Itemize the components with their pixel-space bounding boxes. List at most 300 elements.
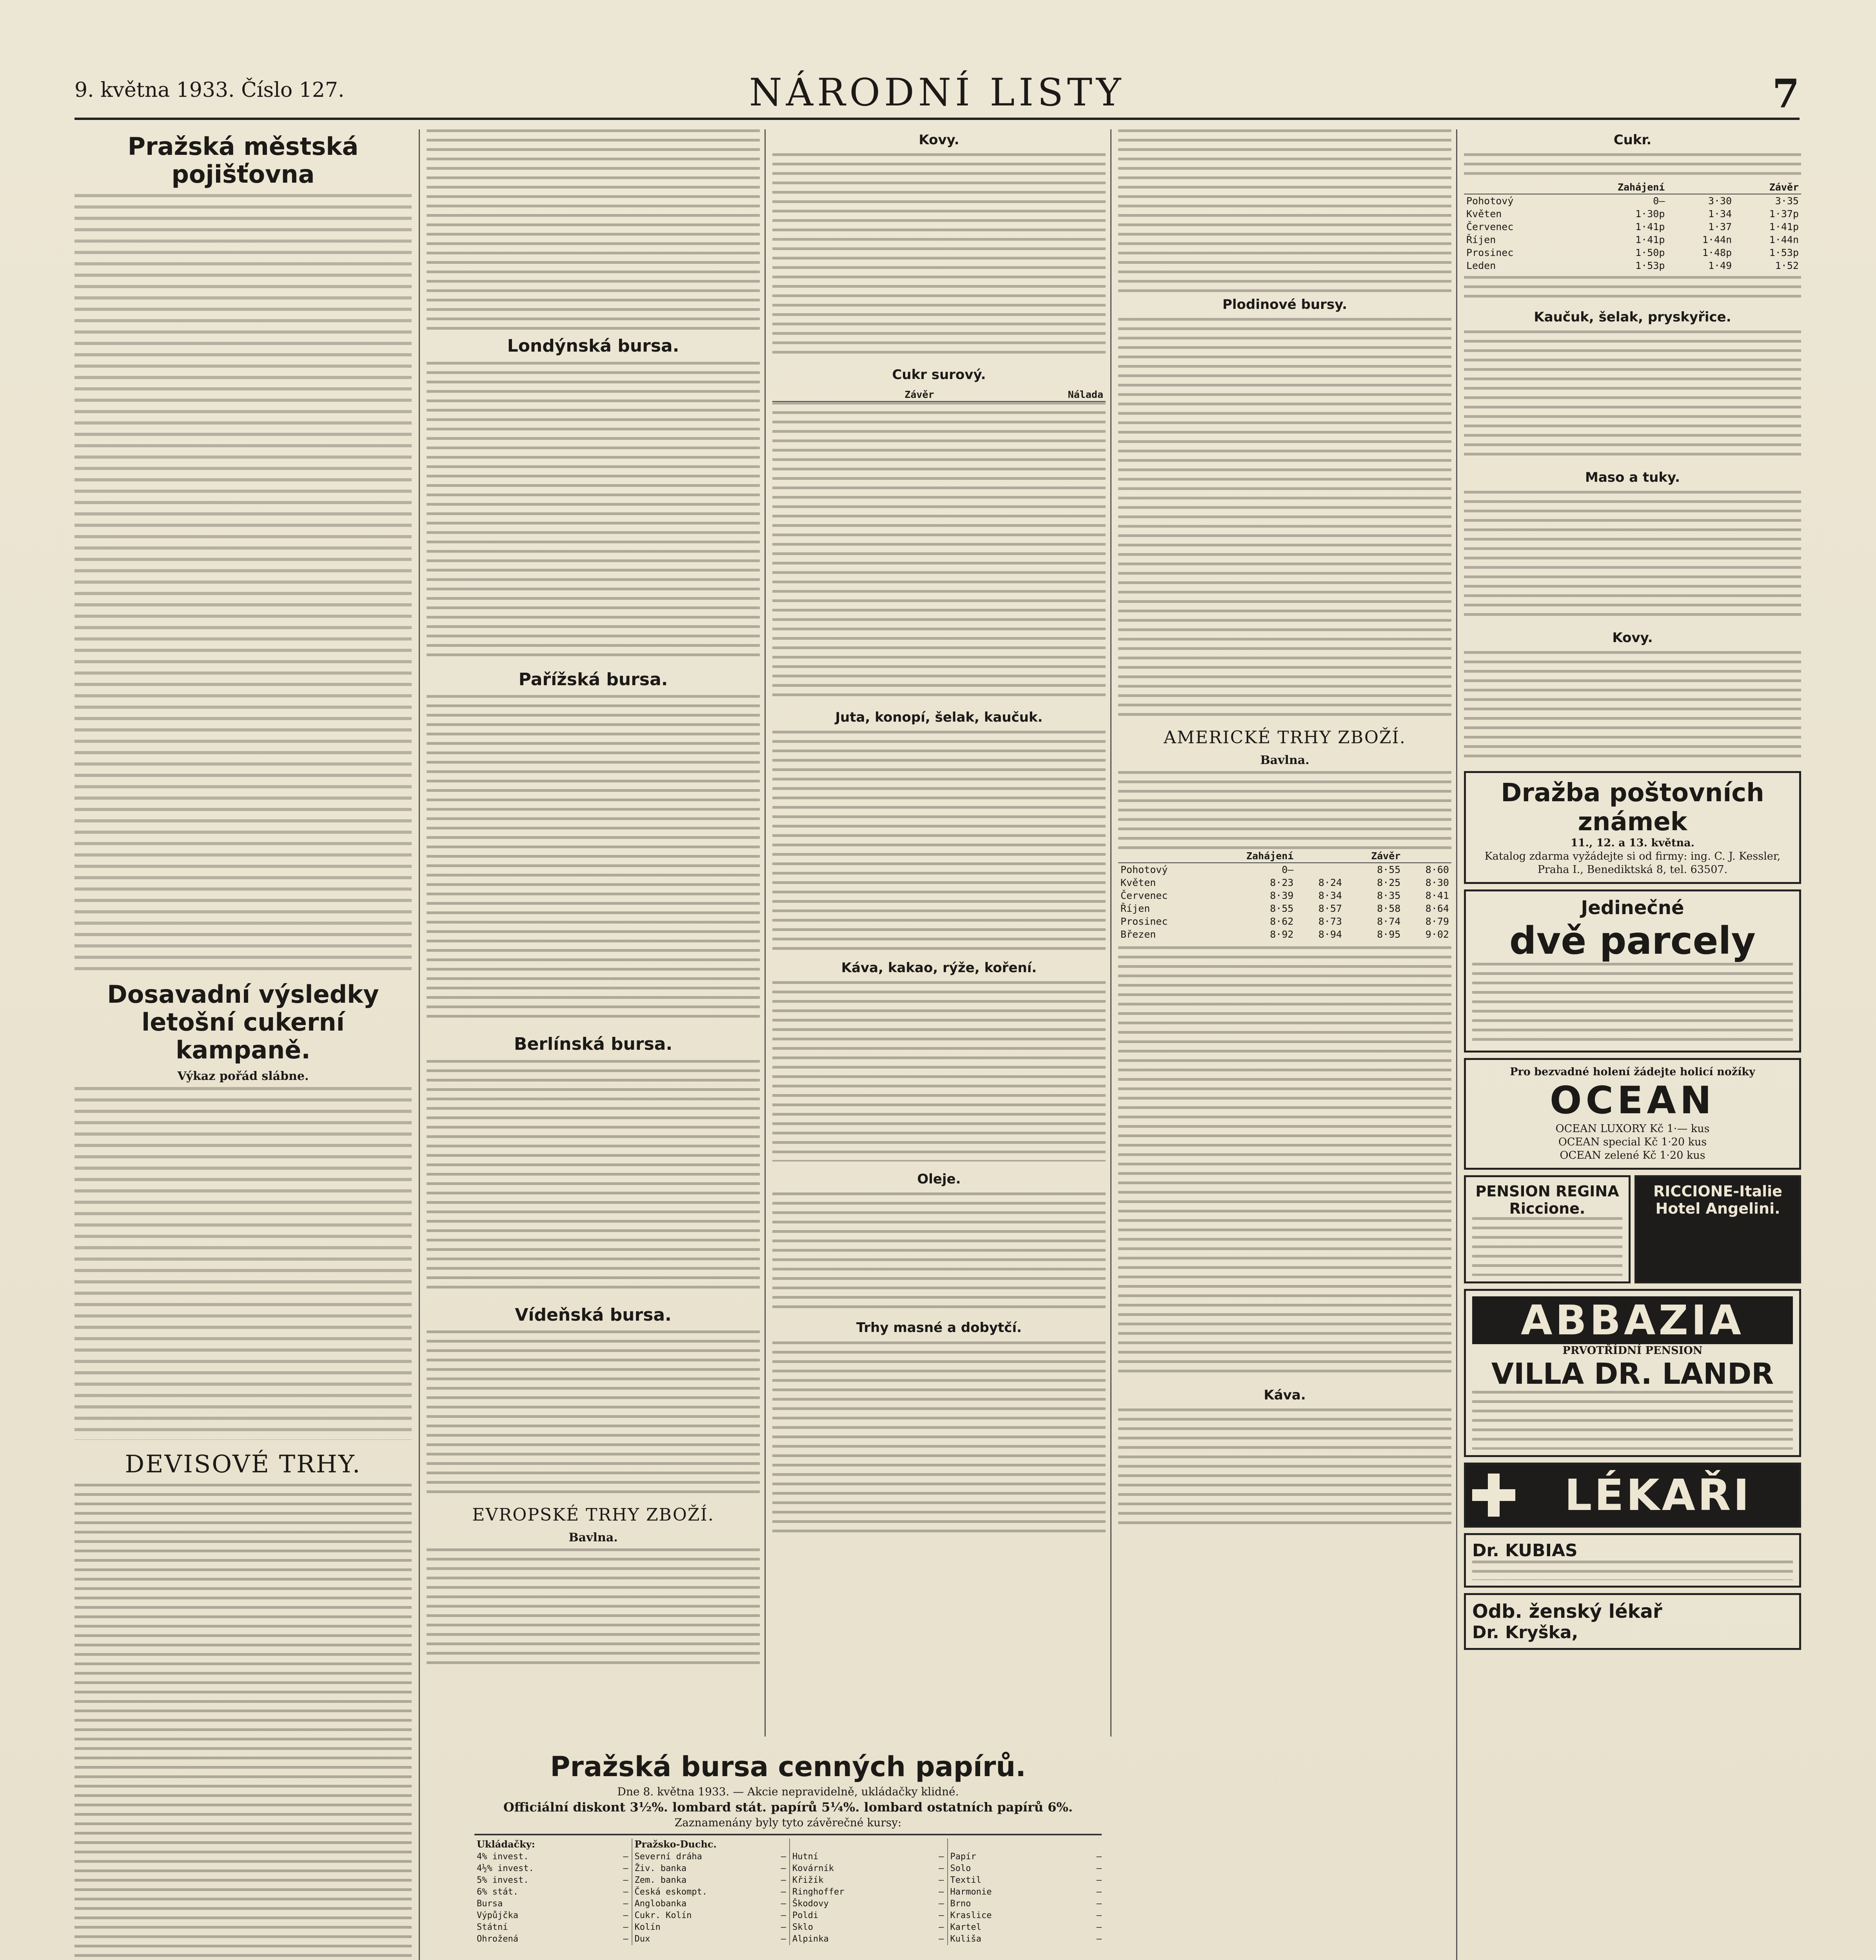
ad-lekar-kubias bbox=[1464, 1533, 1801, 1588]
paper-name: NÁRODNÍ LISTY bbox=[749, 71, 1125, 114]
bourse-security: Živ. banka bbox=[634, 1864, 686, 1873]
ad-ocean bbox=[1464, 1058, 1801, 1170]
table-cell: 1·53p bbox=[1635, 260, 1665, 272]
ad-lekar-krycka bbox=[1464, 1593, 1801, 1650]
table-cell: 8·64 bbox=[1425, 902, 1449, 914]
cukr-table bbox=[772, 388, 1106, 402]
bourse-price: — bbox=[1096, 1911, 1102, 1920]
headline: Dosavadní výsledky letošní cukerní kampaně. bbox=[107, 980, 379, 1065]
article-body bbox=[1118, 1408, 1451, 1526]
column-rule bbox=[1110, 129, 1111, 1737]
table-cell: Prosinec bbox=[1466, 247, 1514, 259]
table-row bbox=[1464, 259, 1801, 272]
bourse-row bbox=[477, 1898, 628, 1910]
column-rule bbox=[419, 129, 420, 1960]
headline: Kaučuk, šelak, pryskyřice. bbox=[1534, 309, 1731, 325]
table-row bbox=[1118, 928, 1451, 941]
bourse-column bbox=[789, 1838, 944, 1945]
table-row bbox=[1464, 246, 1801, 259]
table-cell: 8·41 bbox=[1425, 889, 1449, 901]
bourse-price: — bbox=[1096, 1864, 1102, 1873]
bourse-price: — bbox=[781, 1887, 786, 1897]
bourse-price: — bbox=[623, 1922, 628, 1932]
bourse-price: — bbox=[939, 1922, 944, 1932]
table-cell: 8·79 bbox=[1425, 915, 1449, 927]
bourse-price: — bbox=[781, 1899, 786, 1909]
column-rule bbox=[765, 129, 766, 1737]
bourse-row bbox=[477, 1910, 628, 1922]
article-trhy-masne bbox=[772, 1320, 1106, 1537]
bourse-price: — bbox=[781, 1911, 786, 1920]
table-cell: 1·30p bbox=[1635, 208, 1665, 220]
bourse-security: Sklo bbox=[792, 1922, 813, 1932]
table-cell: 8·57 bbox=[1318, 902, 1342, 914]
table-header bbox=[1296, 849, 1344, 863]
headline: Vídeňská bursa. bbox=[515, 1305, 672, 1325]
table-cell: Pohotový bbox=[1466, 195, 1514, 207]
ad-postage-stamps bbox=[1464, 771, 1801, 884]
bourse-security: Dux bbox=[634, 1934, 650, 1944]
ad-text: Katalog zdarma vyžádejte si od firmy: ing. C. J. Kessler, Praha I., Benediktská 8, tel. 63507. bbox=[1484, 850, 1781, 876]
headline: Pařížská bursa. bbox=[518, 669, 668, 690]
table-row bbox=[1118, 902, 1451, 915]
ad-line: OCEAN zelené Kč 1·20 kus bbox=[1560, 1149, 1705, 1161]
bourse-row bbox=[477, 1886, 628, 1898]
bourse-row bbox=[635, 1910, 786, 1922]
bourse-price: — bbox=[623, 1911, 628, 1920]
cross-icon bbox=[1472, 1474, 1515, 1517]
table-header: Závěr bbox=[1667, 181, 1801, 194]
table-cell: Prosinec bbox=[1121, 915, 1168, 927]
ad-top: Pro bezvadné holení žádejte holicí nožíky bbox=[1510, 1065, 1755, 1078]
ad-body bbox=[1472, 1217, 1622, 1276]
table-cell: 8·58 bbox=[1377, 902, 1401, 914]
ad-title: Odb. ženský lékař bbox=[1472, 1601, 1662, 1623]
bourse-price: — bbox=[1096, 1875, 1102, 1885]
table-row bbox=[1464, 194, 1801, 207]
ad-abbazia bbox=[1464, 1289, 1801, 1457]
table-cell: 1·44n bbox=[1702, 234, 1732, 246]
bourse-security: Kartel bbox=[950, 1922, 981, 1932]
bourse-row bbox=[477, 1933, 628, 1945]
headline: Berlínská bursa. bbox=[514, 1034, 673, 1054]
ad-sub: PRVOTŘÍDNÍ PENSION bbox=[1562, 1344, 1703, 1357]
bourse-price: — bbox=[939, 1887, 944, 1897]
headline: Cukr surový. bbox=[892, 367, 986, 383]
bourse-row bbox=[950, 1863, 1102, 1875]
article-kaucuk bbox=[1464, 310, 1801, 460]
table-cell: 8·25 bbox=[1377, 877, 1401, 888]
table-header bbox=[1118, 849, 1207, 863]
table-cell: 8·60 bbox=[1425, 864, 1449, 875]
ad-dates: 11., 12. a 13. května. bbox=[1571, 837, 1694, 849]
ad-body bbox=[1472, 1561, 1793, 1580]
bourse-row bbox=[950, 1898, 1102, 1910]
table-cell: Květen bbox=[1466, 208, 1502, 220]
table-row bbox=[1118, 889, 1451, 902]
article-cukr-kampan bbox=[74, 980, 412, 1440]
table-cell: Pohotový bbox=[1121, 864, 1168, 875]
ad-title: Dr. KUBIAS bbox=[1472, 1541, 1578, 1561]
ad-title: RICCIONE-Italie Hotel Angelini. bbox=[1653, 1182, 1782, 1217]
bourse-row bbox=[635, 1875, 786, 1886]
bourse-security: Výpůjčka bbox=[477, 1911, 518, 1920]
ad-name: VILLA DR. LANDR bbox=[1491, 1357, 1774, 1391]
page-number: 7 bbox=[1772, 71, 1800, 117]
article-body bbox=[1118, 129, 1451, 294]
bourse-row bbox=[477, 1875, 628, 1886]
headline: Pražská městská pojišťovna bbox=[127, 132, 359, 189]
table-cell: 8·39 bbox=[1270, 889, 1294, 901]
bourse-note-line: Zaznamenány byly tyto závěrečné kursy: bbox=[674, 1816, 902, 1829]
bourse-price: — bbox=[1096, 1922, 1102, 1932]
bourse-row bbox=[792, 1922, 944, 1933]
article-body bbox=[427, 362, 760, 660]
table-cell: 8·92 bbox=[1270, 928, 1294, 940]
bourse-security: 4% invest. bbox=[477, 1852, 529, 1862]
bourse-price: — bbox=[623, 1864, 628, 1873]
prague-bourse-table bbox=[474, 1748, 1102, 1960]
bourse-security: Kolín bbox=[634, 1922, 661, 1932]
table-cell: 1·48p bbox=[1702, 247, 1732, 259]
headline: EVROPSKÉ TRHY ZBOŽÍ. bbox=[472, 1505, 714, 1525]
table-cell: 1·52 bbox=[1775, 260, 1799, 272]
bourse-price: — bbox=[1096, 1934, 1102, 1944]
headline: Plodinové bursy. bbox=[1222, 297, 1348, 312]
bourse-row bbox=[477, 1863, 628, 1875]
headline: AMERICKÉ TRHY ZBOŽÍ. bbox=[1164, 728, 1406, 748]
bourse-price: — bbox=[939, 1934, 944, 1944]
article-pariz bbox=[427, 670, 760, 1025]
article-maso bbox=[1464, 470, 1801, 620]
article-oleje bbox=[772, 1172, 1106, 1310]
table-row bbox=[1118, 863, 1451, 876]
bourse-column-head: Ukládačky: bbox=[477, 1838, 535, 1850]
table-cell: 8·55 bbox=[1270, 902, 1294, 914]
table-cell: 3·35 bbox=[1775, 195, 1799, 207]
bourse-security: Brno bbox=[950, 1899, 971, 1909]
bourse-price: — bbox=[781, 1934, 786, 1944]
bourse-row bbox=[635, 1922, 786, 1933]
bourse-security: Státní bbox=[477, 1922, 508, 1932]
table-cell: Červenec bbox=[1466, 221, 1514, 233]
ad-parcely bbox=[1464, 889, 1801, 1053]
table-row bbox=[1464, 207, 1801, 220]
article-body bbox=[1118, 946, 1451, 1377]
headline: Káva. bbox=[1264, 1387, 1306, 1403]
bourse-price: — bbox=[1096, 1899, 1102, 1909]
bourse-date-line: Dne 8. května 1933. — Akcie nepravidelně, ukládačky klidné. bbox=[617, 1785, 959, 1798]
ad-body bbox=[1472, 963, 1793, 1045]
bourse-row bbox=[792, 1910, 944, 1922]
headline: Káva, kakao, rýže, koření. bbox=[841, 960, 1037, 976]
ad-riccione-row bbox=[1464, 1175, 1801, 1283]
ad-body bbox=[1643, 1217, 1793, 1276]
column-3 bbox=[772, 129, 1106, 1737]
bourse-security: Severní dráha bbox=[634, 1852, 702, 1862]
bourse-security: Kuliša bbox=[950, 1934, 981, 1944]
bourse-column bbox=[632, 1838, 786, 1945]
ad-pension-regina bbox=[1464, 1175, 1631, 1283]
table-cell: 1·37p bbox=[1769, 208, 1799, 220]
bourse-price: — bbox=[939, 1864, 944, 1873]
bourse-security: Textil bbox=[950, 1875, 981, 1885]
article-body bbox=[1118, 771, 1451, 849]
ad-title: ABBAZIA bbox=[1472, 1296, 1793, 1344]
bourse-price: — bbox=[623, 1887, 628, 1897]
bourse-row bbox=[477, 1851, 628, 1863]
table-row bbox=[1464, 220, 1801, 233]
table-cell: Březen bbox=[1121, 928, 1156, 940]
bourse-price: — bbox=[781, 1852, 786, 1862]
article-body bbox=[1464, 330, 1801, 460]
table-cell: Květen bbox=[1121, 877, 1156, 888]
table-row bbox=[1118, 915, 1451, 928]
table-cell: 8·94 bbox=[1318, 928, 1342, 940]
bourse-column bbox=[474, 1838, 628, 1945]
article-body bbox=[772, 153, 1106, 357]
article-body bbox=[74, 194, 412, 970]
headline: DEVISOVÉ TRHY. bbox=[125, 1450, 361, 1479]
bourse-price: — bbox=[781, 1922, 786, 1932]
table-cell: 1·41p bbox=[1769, 221, 1799, 233]
bourse-row bbox=[477, 1922, 628, 1933]
ad-title: PENSION REGINA Riccione. bbox=[1475, 1182, 1619, 1217]
ad-line: OCEAN special Kč 1·20 kus bbox=[1558, 1136, 1707, 1149]
article-body bbox=[772, 981, 1106, 1161]
column-rule bbox=[1456, 129, 1457, 1960]
article-body bbox=[427, 1330, 760, 1495]
article-plodinove-bursy bbox=[1118, 297, 1451, 718]
table-row bbox=[1118, 876, 1451, 889]
bourse-security: 5% invest. bbox=[477, 1875, 529, 1885]
article-body bbox=[427, 1060, 760, 1295]
article-americke-trhy bbox=[1118, 728, 1451, 1377]
article-kava-us bbox=[1118, 1388, 1451, 1526]
bourse-row bbox=[792, 1875, 944, 1886]
bourse-column-head bbox=[950, 1838, 1102, 1851]
table-header: Závěr bbox=[1344, 849, 1403, 863]
bourse-column-head: Pražsko-Duchc. bbox=[634, 1838, 717, 1850]
bourse-security: Škodovy bbox=[792, 1899, 829, 1909]
bourse-price: — bbox=[781, 1875, 786, 1885]
headline: Trhy masné a dobytčí. bbox=[856, 1320, 1022, 1336]
table-header: Zahájení bbox=[1207, 849, 1296, 863]
table-cell: 8·95 bbox=[1377, 928, 1401, 940]
article-kovy bbox=[772, 132, 1106, 357]
bourse-row bbox=[635, 1863, 786, 1875]
ad-name: Dr. Kryška, bbox=[1472, 1622, 1578, 1643]
column-4 bbox=[1118, 129, 1451, 1737]
article-pojistovna bbox=[74, 132, 412, 970]
table-cell: Červenec bbox=[1121, 889, 1168, 901]
bourse-row bbox=[635, 1886, 786, 1898]
bourse-security: Bursa bbox=[477, 1899, 503, 1909]
bourse-row bbox=[950, 1875, 1102, 1886]
bourse-row bbox=[792, 1898, 944, 1910]
bourse-price: — bbox=[623, 1852, 628, 1862]
table-cell: Říjen bbox=[1121, 902, 1150, 914]
table-cell: Říjen bbox=[1466, 234, 1496, 246]
headline: Oleje. bbox=[917, 1171, 961, 1187]
bourse-price: — bbox=[939, 1899, 944, 1909]
ad-top: Jedinečné bbox=[1581, 897, 1684, 919]
bourse-security: Česká eskompt. bbox=[634, 1887, 707, 1897]
headline: Londýnská bursa. bbox=[507, 336, 679, 356]
subheadline: Bavlna. bbox=[1260, 753, 1309, 767]
bourse-column-head bbox=[792, 1838, 944, 1851]
table-cell: 8·24 bbox=[1318, 877, 1342, 888]
table-cell: 8·30 bbox=[1425, 877, 1449, 888]
bourse-security: Kraslice bbox=[950, 1911, 992, 1920]
table-cell: 1·34 bbox=[1708, 208, 1732, 220]
article-cukr-surovy bbox=[772, 367, 1106, 700]
table-header bbox=[1464, 181, 1565, 194]
article-londyn bbox=[427, 336, 760, 660]
table-cell: 9·02 bbox=[1425, 928, 1449, 940]
column-2 bbox=[427, 129, 760, 1737]
article-body bbox=[772, 402, 1106, 700]
ad-title: LÉKAŘI bbox=[1564, 1470, 1752, 1521]
article-body bbox=[772, 1341, 1106, 1537]
article-body bbox=[74, 1484, 412, 1960]
table-cell: 3·30 bbox=[1708, 195, 1732, 207]
bourse-security: Kovárník bbox=[792, 1864, 834, 1873]
bourse-column bbox=[947, 1838, 1102, 1945]
article-body bbox=[1464, 491, 1801, 620]
bourse-row bbox=[950, 1851, 1102, 1863]
table-cell: 0— bbox=[1282, 864, 1294, 875]
masthead bbox=[74, 71, 1800, 120]
bourse-price: — bbox=[781, 1864, 786, 1873]
bourse-security: 6% stát. bbox=[477, 1887, 518, 1897]
bourse-price: — bbox=[623, 1899, 628, 1909]
table-cell: 8·34 bbox=[1318, 889, 1342, 901]
bourse-security: Papír bbox=[950, 1852, 976, 1862]
column-5 bbox=[1464, 129, 1801, 1960]
table-cell: 8·55 bbox=[1377, 864, 1401, 875]
subheadline: Výkaz pořád slábne. bbox=[177, 1069, 309, 1083]
bourse-security: Solo bbox=[950, 1864, 971, 1873]
column-1 bbox=[74, 129, 412, 1960]
bourse-row bbox=[950, 1933, 1102, 1945]
bourse-row bbox=[950, 1910, 1102, 1922]
bourse-price: — bbox=[939, 1852, 944, 1862]
bourse-discount-line: Officiální diskont 3½%. lombard stát. papírů 5¼%. lombard ostatních papírů 6%. bbox=[503, 1800, 1073, 1815]
table-cell: 0— bbox=[1653, 195, 1665, 207]
table-cell: 8·35 bbox=[1377, 889, 1401, 901]
article-juta bbox=[772, 710, 1106, 950]
bourse-price: — bbox=[1096, 1852, 1102, 1862]
bourse-security: Alpinka bbox=[792, 1934, 829, 1944]
ad-hotel-angelini bbox=[1634, 1175, 1801, 1283]
article-body bbox=[427, 129, 760, 333]
bourse-row bbox=[635, 1851, 786, 1863]
bavlna-table bbox=[1118, 849, 1451, 941]
article-kovy-ny bbox=[1464, 630, 1801, 761]
table-header bbox=[1403, 849, 1451, 863]
article-devisove-trhy bbox=[74, 1450, 412, 1960]
table-cell: 1·37 bbox=[1708, 221, 1732, 233]
headline: Maso a tuky. bbox=[1585, 470, 1680, 486]
bourse-security: Hutní bbox=[792, 1852, 819, 1862]
table-cell: 1·41p bbox=[1635, 221, 1665, 233]
article-berlin bbox=[427, 1034, 760, 1295]
ad-title: dvě parcely bbox=[1509, 918, 1756, 963]
bourse-security: 4½% invest. bbox=[477, 1864, 534, 1873]
bourse-row bbox=[792, 1851, 944, 1863]
bourse-price: — bbox=[623, 1934, 628, 1944]
bourse-security: Cukr. Kolín bbox=[634, 1911, 692, 1920]
cukr-ny-table bbox=[1464, 181, 1801, 272]
article-body bbox=[1464, 651, 1801, 761]
table-header bbox=[772, 388, 792, 401]
bourse-row bbox=[792, 1863, 944, 1875]
bourse-grid bbox=[474, 1834, 1102, 1945]
headline: Cukr. bbox=[1613, 132, 1652, 148]
article-body bbox=[772, 1192, 1106, 1310]
bourse-price: — bbox=[623, 1875, 628, 1885]
bourse-security: Anglobanka bbox=[634, 1899, 686, 1909]
table-cell: 8·23 bbox=[1270, 877, 1294, 888]
bourse-row bbox=[635, 1898, 786, 1910]
article-evropske-trhy bbox=[427, 1505, 760, 1666]
bourse-security: Poldi bbox=[792, 1911, 819, 1920]
issue-date: 9. května 1933. Číslo 127. bbox=[74, 78, 345, 102]
bourse-row bbox=[950, 1922, 1102, 1933]
table-row bbox=[1464, 233, 1801, 246]
bourse-row bbox=[635, 1933, 786, 1945]
article-body bbox=[427, 1548, 760, 1666]
bourse-security: Ringhoffer bbox=[792, 1887, 844, 1897]
article-body bbox=[1118, 318, 1451, 718]
table-cell: Leden bbox=[1466, 260, 1496, 272]
headline: Juta, konopí, šelak, kaučuk. bbox=[835, 710, 1043, 726]
bourse-price: — bbox=[1096, 1887, 1102, 1897]
article-body bbox=[772, 731, 1106, 950]
table-cell bbox=[1296, 863, 1344, 876]
bourse-security: Harmonie bbox=[950, 1887, 992, 1897]
bourse-security: Zem. banka bbox=[634, 1875, 686, 1885]
table-header: Závěr bbox=[792, 388, 937, 401]
article-viden bbox=[427, 1305, 760, 1495]
subheadline: Bavlna. bbox=[568, 1530, 618, 1544]
table-cell: 8·74 bbox=[1377, 915, 1401, 927]
headline: Kovy. bbox=[1612, 630, 1653, 646]
bourse-security: Ohrožená bbox=[477, 1934, 518, 1944]
article-body bbox=[1464, 153, 1801, 181]
article-cukr-ny bbox=[1464, 132, 1801, 299]
bourse-row bbox=[792, 1933, 944, 1945]
table-cell: 1·44n bbox=[1769, 234, 1799, 246]
ad-title: Dražba poštovních známek bbox=[1501, 779, 1764, 837]
bourse-title: Pražská bursa cenných papírů. bbox=[550, 1751, 1026, 1783]
article-body bbox=[74, 1087, 412, 1440]
headline: Kovy. bbox=[919, 132, 959, 148]
ad-brand: OCEAN bbox=[1549, 1078, 1716, 1123]
article-body bbox=[427, 695, 760, 1024]
table-cell: 1·41p bbox=[1635, 234, 1665, 246]
table-header: Zahájení bbox=[1565, 181, 1667, 194]
bourse-row bbox=[792, 1886, 944, 1898]
bourse-row bbox=[950, 1886, 1102, 1898]
table-cell: 8·73 bbox=[1318, 915, 1342, 927]
table-cell: 1·50p bbox=[1635, 247, 1665, 259]
bourse-price: — bbox=[939, 1911, 944, 1920]
bourse-price: — bbox=[939, 1875, 944, 1885]
bourse-security: Křižík bbox=[792, 1875, 824, 1885]
ad-body bbox=[1472, 1391, 1793, 1450]
